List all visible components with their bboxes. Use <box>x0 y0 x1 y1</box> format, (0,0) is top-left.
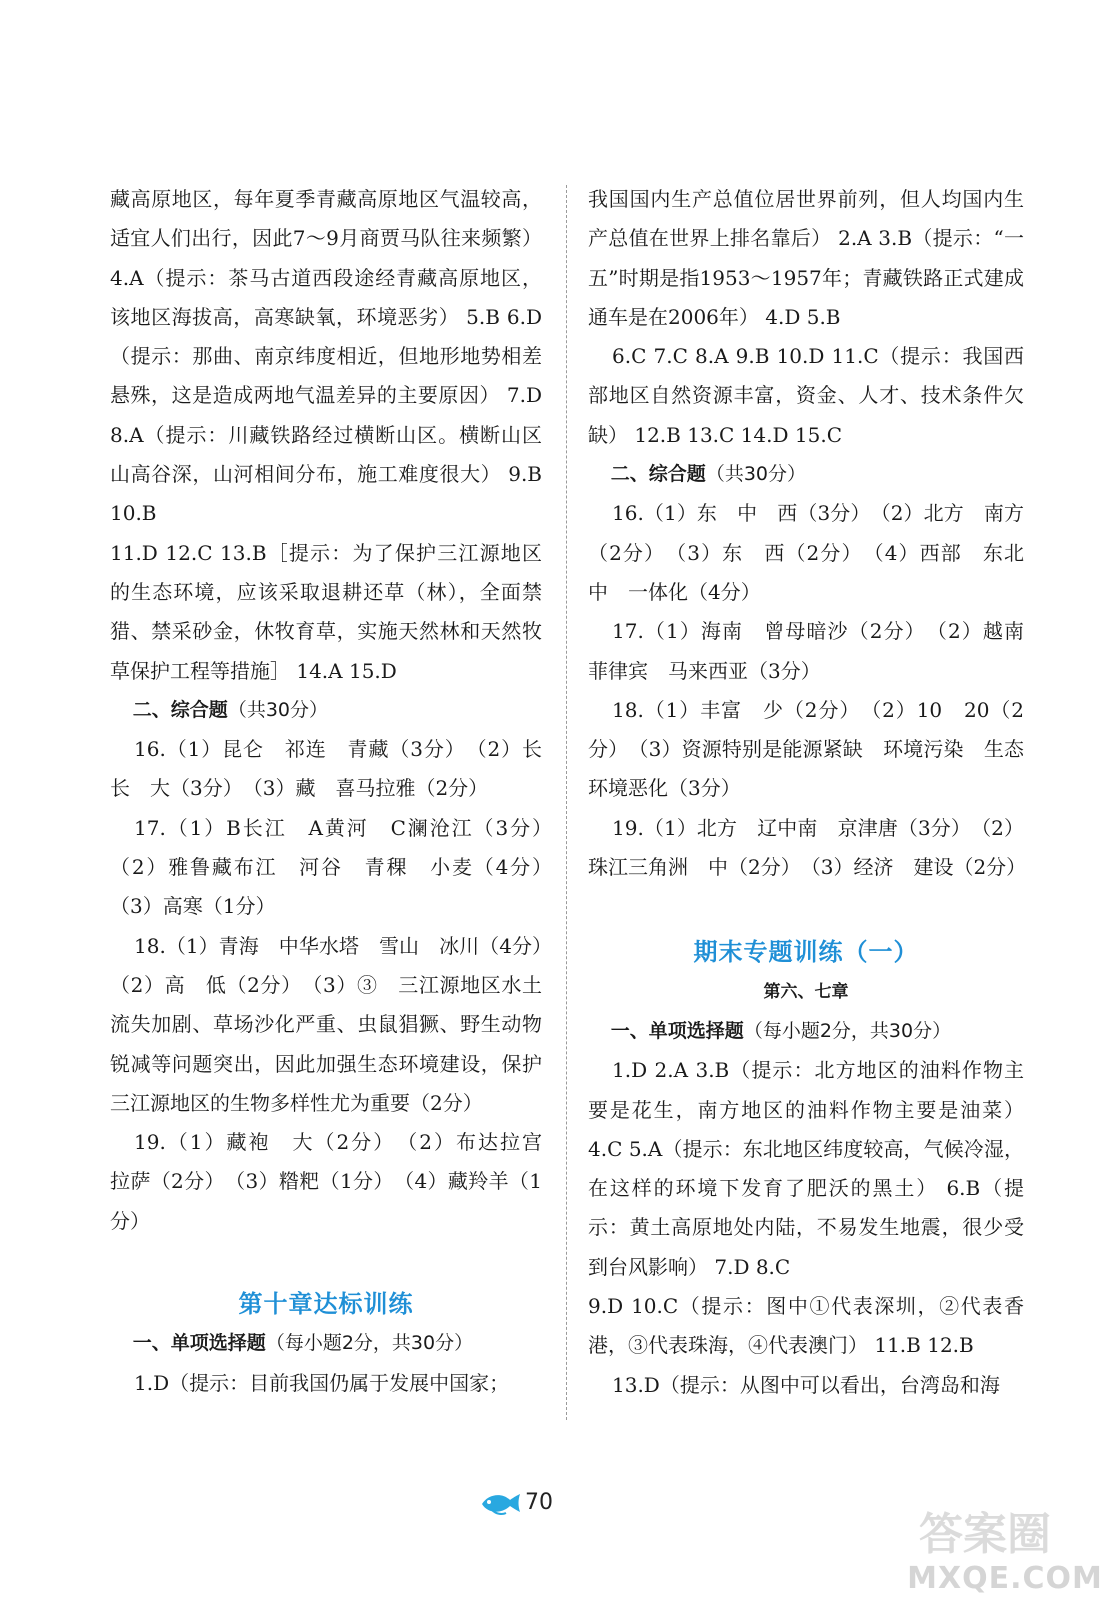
column-divider <box>566 185 567 1420</box>
chapter-title: 期末专题训练（一） <box>693 938 919 967</box>
section-title: 二、综合题 <box>132 698 228 721</box>
answer-paragraph: 19.（1）藏袍 大（2分） （2）布达拉宫 拉萨（2分） （3）糌粑（1分） （4）藏羚羊（1分） <box>110 1130 562 1233</box>
section-points: （共30分） <box>227 698 328 721</box>
section-points: （共30分） <box>705 463 806 486</box>
answer-paragraph: 1.D（提示：目前我国仍属于发展中国家； <box>134 1370 510 1395</box>
answer-paragraph: 18.（1）丰富 少（2分） （2）10 20（2分） （3）资源特别是能源紧缺 环境污染 生态环境恶化（3分） <box>588 697 1024 801</box>
answer-paragraph: 18.（1）青海 中华水塔 雪山 冰川（4分） （2）高 低（2分） （3）③ 三江源地区水土流失加剧、草场沙化严重、虫鼠猖獗、野生动物锐减等问题突出，因此加强生态环境建设，保护三江源地区的生物多样性尤为重要（2分） <box>110 933 562 1115</box>
right-column <box>588 180 1044 1405</box>
answer-paragraph: 13.D（提示：从图中可以看出，台湾岛和海 <box>612 1372 1000 1397</box>
answer-paragraph: 17.（1）B长江 A黄河 C澜沧江（3分） （2）雅鲁藏布江 河谷 青稞 小麦（4分） （3）高寒（1分） <box>110 815 562 919</box>
section-title: 一、单项选择题 <box>132 1332 266 1355</box>
fish-icon <box>478 1488 522 1518</box>
watermark <box>905 1498 1105 1598</box>
answer-paragraph: 我国国内生产总值位居世界前列，但人均国内生产总值在世界上排名靠后） 2.A 3.B（提示：“一五”时期是指1953～1957年；青藏铁路正式建成通车是在2006年） 4.D 5.B <box>588 187 1024 329</box>
section-points: （每小题2分，共30分） <box>743 1019 952 1042</box>
answer-paragraph: 11.D 12.C 13.B［提示：为了保护三江源地区的生态环境，应该采取退耕还草（林），全面禁猎、禁采砂金，休牧育草，实施天然林和天然牧草保护工程等措施］ 14.A 15.D <box>110 540 542 683</box>
section-title: 二、综合题 <box>610 463 706 486</box>
answer-paragraph: 16.（1）东 中 西（3分） （2）北方 南方（2分） （3）东 西（2分） （4）西部 东北 中 一体化（4分） <box>588 501 1044 604</box>
section-points: （每小题2分，共30分） <box>265 1332 474 1355</box>
left-column <box>110 180 562 1403</box>
chapter-title: 第十章达标训练 <box>238 1290 414 1319</box>
answer-paragraph: 1.D 2.A 3.B（提示：北方地区的油料作物主要是花生，南方地区的油料作物主要是油菜） 4.C 5.A（提示：东北地区纬度较高，气候冷湿，在这样的环境下发育了肥沃的黑土） 6.B（提示：黄土高原地处内陆，不易发生地震，很少受到台风影响） 7.D 8.C <box>588 1058 1024 1279</box>
answer-paragraph: 17.（1）海南 曾母暗沙（2分） （2）越南 菲律宾 马来西亚（3分） <box>588 619 1044 683</box>
answer-paragraph: 16.（1）昆仑 祁连 青藏（3分） （2）长 长 大（3分） （3）藏 喜马拉雅（2分） <box>110 737 562 801</box>
page-number: 70 <box>525 1490 553 1515</box>
section-title: 一、单项选择题 <box>610 1019 744 1042</box>
answer-paragraph: 6.C 7.C 8.A 9.B 10.D 11.C（提示：我国西部地区自然资源丰富，资金、人才、技术条件欠缺） 12.B 13.C 14.D 15.C <box>588 344 1024 447</box>
watermark-text: MXQE.COM <box>907 1561 1103 1596</box>
section-heading <box>110 1324 542 1363</box>
answer-paragraph: 9.D 10.C（提示：图中①代表深圳，②代表香港，③代表珠海，④代表澳门） 11.B 12.B <box>588 1294 1024 1358</box>
answer-paragraph: 藏高原地区，每年夏季青藏高原地区气温较高，适宜人们出行，因此7～9月商贾马队往来频繁） 4.A（提示：茶马古道西段途经青藏高原地区，该地区海拔高，高寒缺氧，环境恶劣） 5.B 6.D（提示：那曲、南京纬度相近，但地形地势相差悬殊，这是造成两地气温差异的主要原因） 7.D 8.A（提示：川藏铁路经过横断山区。横断山区山高谷深，山河相间分布，施工难度很大） 9.B 10.B <box>110 187 542 526</box>
section-heading <box>588 1012 1024 1051</box>
subchapter-title: 第六、七章 <box>763 981 849 1002</box>
answer-paragraph: 19.（1）北方 辽中南 京津唐（3分） （2）珠江三角洲 中（2分） （3）经济 建设（2分） <box>588 815 1027 880</box>
watermark-logo: 答案圈 <box>919 1509 1051 1560</box>
section-heading <box>588 455 1024 494</box>
section-heading <box>110 691 542 730</box>
